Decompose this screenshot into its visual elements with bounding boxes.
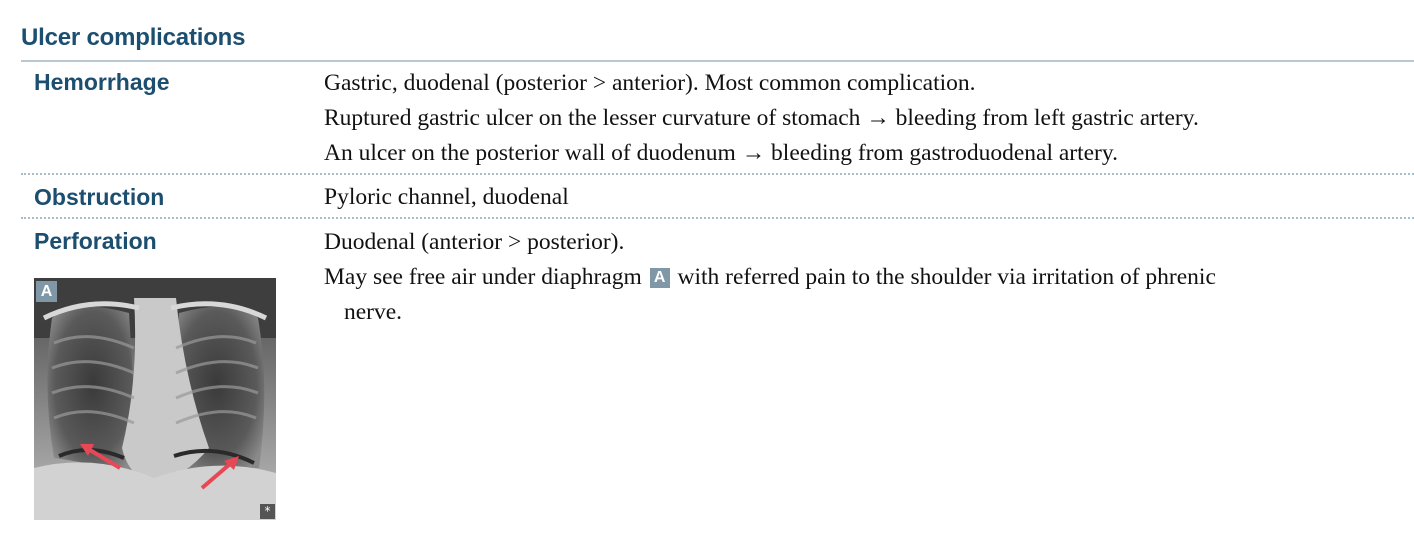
- row-divider: [21, 217, 1414, 219]
- text-fragment: with referred pain to the shoulder via irritation of phrenic: [677, 264, 1216, 290]
- image-label-badge: A: [36, 281, 57, 302]
- row-label-obstruction: Obstruction: [34, 184, 165, 210]
- section-title: Ulcer complications: [21, 24, 246, 51]
- text-line: [324, 260, 1216, 295]
- text-line: Duodenal (anterior > posterior).: [324, 229, 625, 255]
- row-label-hemorrhage: Hemorrhage: [34, 69, 170, 95]
- text-line: nerve.: [344, 299, 403, 325]
- text-line: An ulcer on the posterior wall of duodenum → bleeding from gastroduodenal artery.: [324, 140, 1118, 166]
- image-ref-badge: A: [650, 268, 670, 288]
- row-text-perforation: [324, 225, 1216, 330]
- section-divider: [21, 60, 1414, 62]
- row-text-obstruction: [324, 180, 569, 215]
- text-line: Pyloric channel, duodenal: [324, 184, 569, 210]
- chest-xray-image: [34, 278, 276, 520]
- row-divider: [21, 173, 1414, 175]
- row-text-hemorrhage: [324, 66, 1199, 171]
- text-line: Ruptured gastric ulcer on the lesser curvature of stomach → bleeding from left gastric artery.: [324, 105, 1199, 131]
- asterisk-icon: *: [260, 504, 275, 519]
- row-label-perforation: Perforation: [34, 228, 157, 254]
- text-fragment: May see free air under diaphragm: [324, 264, 642, 290]
- text-line: Gastric, duodenal (posterior > anterior). Most common complication.: [324, 70, 976, 96]
